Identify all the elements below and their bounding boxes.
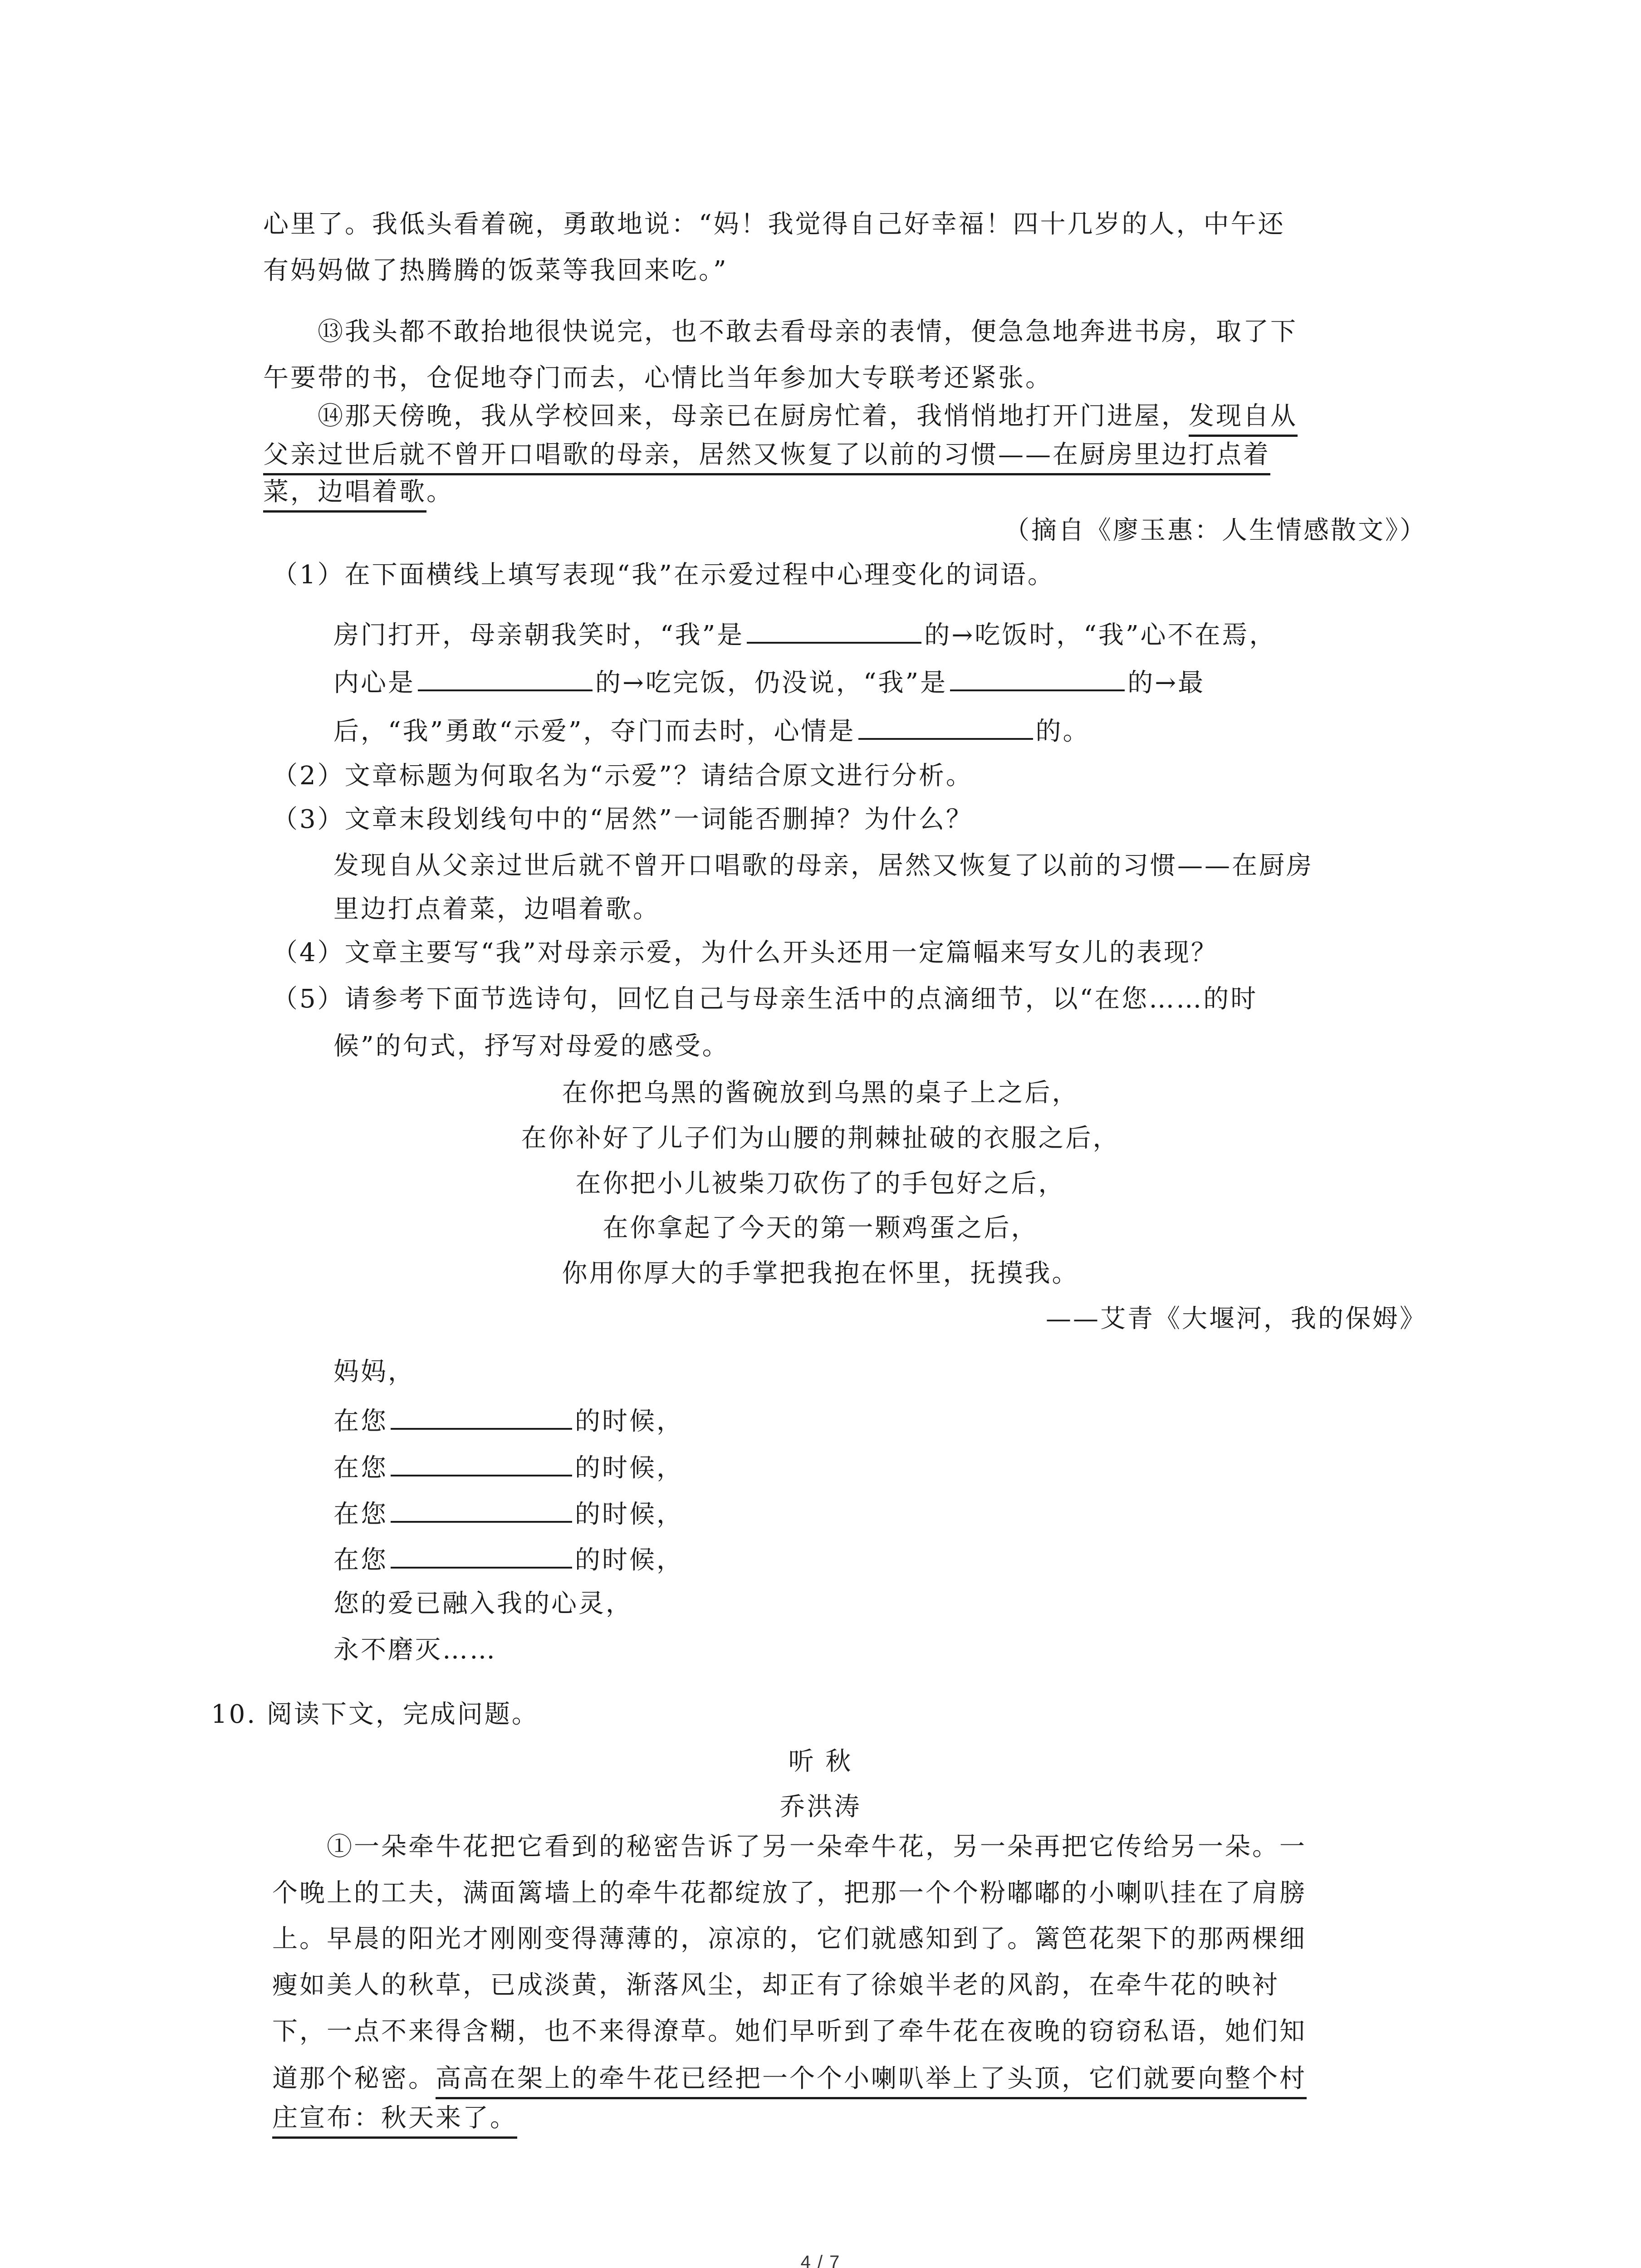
answer-blank[interactable] [391,1401,572,1430]
template-suffix: 的时候， [575,1500,684,1529]
template-suffix: 的时候， [575,1453,684,1483]
q10-p1-line7 [272,2100,517,2136]
poem-source: ——艾青《大堰河，我的保姆》 [1046,1304,1427,1334]
passage-p13-line2: 午要带的书，仓促地夺门而去，心情比当年参加大专联考还紧张。 [263,363,1053,393]
template-prefix: 在您 [333,1545,388,1575]
q1-text: 的。 [1035,717,1090,746]
q10-p1-line5: 下，一点不来得含糊，也不来得潦草。她们早听到了牵牛花在夜晚的窃窃私语，她们知 [272,2017,1307,2046]
question-2: （2）文章标题为何取名为“示爱”？请结合原文进行分析。 [272,761,973,791]
p14-underlined-mid: 父亲过世后就不曾开口唱歌的母亲，居然又恢复了以前的习惯——在厨房里边打点着 [263,440,1270,475]
question-10-heading: 10. 阅读下文，完成问题。 [211,1700,539,1729]
poem-line4: 在你拿起了今天的第一颗鸡蛋之后， [603,1213,1038,1243]
question-4: （4）文章主要写“我”对母亲示爱，为什么开头还用一定篇幅来写女儿的表现？ [272,938,1218,968]
q1-line3 [333,711,1090,750]
q1-text: 后，“我”勇敢“示爱”，夺门而去时，心情是 [333,717,856,746]
p14-plain: ⑭那天傍晚，我从学校回来，母亲已在厨房忙着，我悄悄地打开门进屋， [318,401,1189,431]
poem-line5: 你用你厚大的手掌把我抱在怀里，抚摸我。 [562,1259,1079,1288]
poem-line1: 在你把乌黑的酱碗放到乌黑的桌子上之后， [562,1078,1079,1108]
q10-p1-line4: 瘦如美人的秋草，已成淡黄，渐落风尘，却正有了徐娘半老的风韵，在牵牛花的映衬 [272,1970,1279,2000]
q3-quote-line2: 里边打点着菜，边唱着歌。 [333,894,660,924]
q1-text: 内心是 [333,668,415,698]
template-prefix: 在您 [333,1500,388,1529]
template-suffix: 的时候， [575,1545,684,1575]
passage-source: （摘自《廖玉惠：人生情感散文》） [1004,516,1427,545]
question-3: （3）文章末段划线句中的“居然”一词能否删掉？为什么？ [272,805,973,834]
q10-title: 听 秋 [788,1747,853,1776]
p14-underlined-start: 发现自从 [1189,401,1298,437]
q1-text: 房门打开，母亲朝我笑时，“我”是 [333,621,745,650]
question-1: （1）在下面横线上填写表现“我”在示爱过程中心理变化的词语。 [272,560,1055,590]
template-row [333,1540,684,1579]
answer-blank[interactable] [858,711,1033,740]
question-5-line2: 候”的句式，抒写对母爱的感受。 [333,1031,730,1061]
q10-p1-line3: 上。早晨的阳光才刚刚变得薄薄的，凉凉的，它们就感知到了。篱笆花架下的那两棵细 [272,1924,1307,1954]
template-row [333,1401,684,1440]
template-row [333,1494,684,1533]
q1-text: 的→吃饭时，“我”心不在焉， [924,621,1277,650]
passage-p14-line1 [318,398,1298,435]
passage-p13-line1: ⑬我头都不敢抬地很快说完，也不敢去看母亲的表情，便急急地奔进书房，取了下 [318,317,1298,347]
answer-blank[interactable] [391,1540,572,1569]
answer-blank[interactable] [747,615,921,644]
template-row [333,1447,684,1486]
q1-line1 [333,615,1276,654]
answer-blank[interactable] [418,662,593,691]
p14-period: 。 [426,477,454,507]
template-line6: 您的爱已融入我的心灵， [333,1589,633,1618]
passage-p12-line1: 心里了。我低头看着碗，勇敢地说：“妈！我觉得自己好幸福！四十几岁的人，中午还 [263,210,1285,239]
template-prefix: 在您 [333,1407,388,1436]
q10-underlined: 高高在架上的牵牛花已经把一个个小喇叭举上了头顶，它们就要向整个村 [436,2064,1307,2099]
q10-p1-line6 [272,2061,1307,2097]
page-number: 4 / 7 [800,2252,841,2268]
question-5-line1: （5）请参考下面节选诗句，回忆自己与母亲生活中的点滴细节，以“在您……的时 [272,984,1258,1014]
template-prefix: 在您 [333,1453,388,1483]
template-line1: 妈妈， [333,1357,415,1387]
template-line7: 永不磨灭…… [333,1635,497,1665]
poem-line2: 在你补好了儿子们为山腰的荆棘扯破的衣服之后， [521,1124,1120,1153]
q10-underlined: 庄宣布：秋天来了。 [272,2103,517,2139]
poem-line3: 在你把小儿被柴刀砍伤了的手包好之后， [575,1169,1066,1198]
answer-blank[interactable] [391,1494,572,1523]
passage-p12-line2: 有妈妈做了热腾腾的饭菜等我回来吃。” [263,256,728,285]
passage-p14-line2 [263,437,1270,473]
q1-line2 [333,662,1205,701]
q10-plain: 道那个秘密。 [272,2064,436,2093]
p14-underlined-end: 菜，边唱着歌 [263,477,426,513]
q1-text: 的→最 [1127,668,1205,698]
answer-blank[interactable] [391,1447,572,1476]
template-suffix: 的时候， [575,1407,684,1436]
passage-p14-line3 [263,474,454,510]
answer-blank[interactable] [950,662,1125,691]
q10-p1-line1: ①一朵牵牛花把它看到的秘密告诉了另一朵牵牛花，另一朵再把它传给另一朵。一 [327,1832,1307,1862]
q10-author: 乔洪涛 [779,1792,862,1822]
q10-p1-line2: 个晚上的工夫，满面篱墙上的牵牛花都绽放了，把那一个个粉嘟嘟的小喇叭挂在了肩膀 [272,1878,1307,1908]
q1-text: 的→吃完饭，仍没说，“我”是 [595,668,948,698]
q3-quote-line1: 发现自从父亲过世后就不曾开口唱歌的母亲，居然又恢复了以前的习惯——在厨房 [333,851,1313,880]
